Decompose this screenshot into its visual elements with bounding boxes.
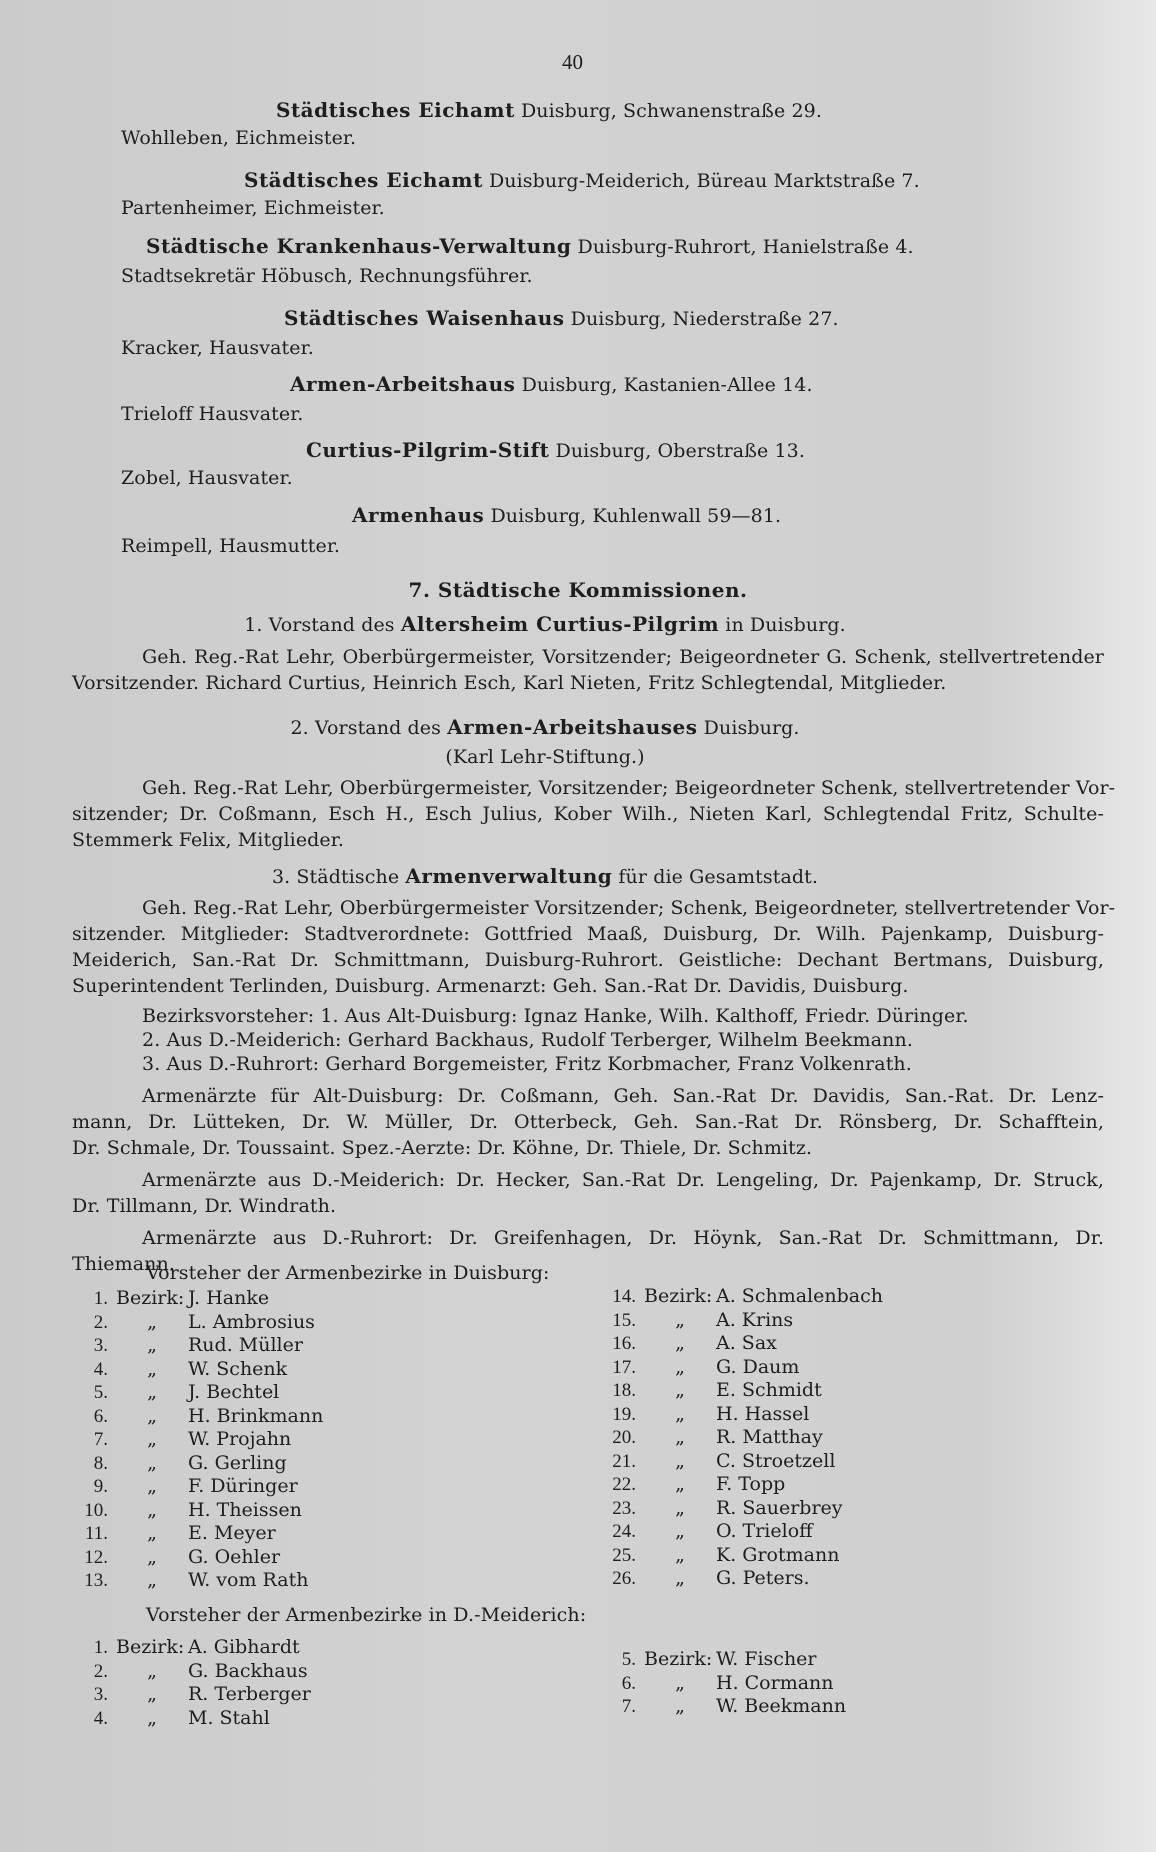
district-row: 18. „ E. Schmidt <box>612 1379 822 1401</box>
meiderich-districts-left <box>62 1636 311 1730</box>
paragraph-line: Armenärzte für Alt-Duisburg: Dr. Coßmann, Geh. San.-Rat Dr. Davidis, San.-Rat. Dr. Lenz- <box>142 1085 1104 1107</box>
district-row: 9. „ F. Düringer <box>93 1475 298 1497</box>
institution-person: Kracker, Hausvater. <box>121 337 314 359</box>
bezirksvorsteher-line: 2. Aus D.-Meiderich: Gerhard Backhaus, Rudolf Terberger, Wilhelm Beekmann. <box>142 1029 913 1051</box>
district-row: 7. „ W. Projahn <box>93 1428 292 1450</box>
paragraph-line: Dr. Schmale, Dr. Toussaint. Spez.-Aerzte: Dr. Köhne, Dr. Thiele, Dr. Schmitz. <box>72 1137 813 1159</box>
institution-person: Reimpell, Hausmutter. <box>121 535 341 557</box>
paragraph-line: Armenärzte aus D.-Meiderich: Dr. Hecker, San.-Rat Dr. Lengeling, Dr. Pajenkamp, Dr. Struck, <box>142 1169 1104 1191</box>
district-row: 20. „ R. Matthay <box>612 1426 823 1448</box>
paragraph-line: sitzender. Mitglieder: Stadtverordnete: Gottfried Maaß, Duisburg, Dr. Wilh. Pajenkamp, Duisburg- <box>72 923 1104 945</box>
district-row: 10. „ H. Theissen <box>84 1498 302 1521</box>
institution-heading: Curtius-Pilgrim-Stift Duisburg, Oberstraße 13. <box>306 438 805 462</box>
district-row: 11. „ E. Meyer <box>84 1522 276 1544</box>
paragraph-line: Vorsitzender. Richard Curtius, Heinrich Esch, Karl Nieten, Fritz Schlegtendal, Mitglieder. <box>72 672 947 694</box>
district-row: 16. „ A. Sax <box>612 1332 777 1354</box>
section-title: 7. Städtische Kommissionen. <box>408 578 748 602</box>
institution-heading: Städtische Krankenhaus-Verwaltung Duisburg-Ruhrort, Hanielstraße 4. <box>146 234 914 258</box>
institution-heading: Armenhaus Duisburg, Kuhlenwall 59—81. <box>352 503 782 527</box>
district-row: 3. „ Rud. Müller <box>93 1334 303 1356</box>
district-row: 13. „ W. vom Rath <box>84 1569 309 1591</box>
bezirksvorsteher-line: Bezirksvorsteher: 1. Aus Alt-Duisburg: Ignaz Hanke, Wilh. Kalthoff, Friedr. Düringer. <box>142 1005 969 1027</box>
subsection-2-note: (Karl Lehr-Stiftung.) <box>445 746 645 768</box>
district-row: 15. „ A. Krins <box>612 1308 794 1331</box>
district-row: 4. „ M. Stahl <box>93 1706 270 1729</box>
paragraph-line: Armenärzte aus D.-Ruhrort: Dr. Greifenhagen, Dr. Höynk, San.-Rat Dr. Schmittmann, Dr. <box>142 1227 1104 1249</box>
institution-person: Partenheimer, Eichmeister. <box>121 197 385 219</box>
district-row: 12. „ G. Oehler <box>84 1545 281 1568</box>
district-row: 6. „ H. Cormann <box>621 1671 834 1694</box>
district-row: 25. „ K. Grotmann <box>612 1543 840 1566</box>
district-row: 6. „ H. Brinkmann <box>93 1404 324 1427</box>
duisburg-districts-left <box>62 1287 323 1593</box>
district-row: 3. „ R. Terberger <box>93 1683 311 1705</box>
district-row: 19. „ H. Hassel <box>612 1402 810 1425</box>
district-row: 5. „ J. Bechtel <box>93 1381 280 1403</box>
district-row: 21. „ C. Stroetzell <box>612 1449 836 1472</box>
duisburg-districts-heading: Vorsteher der Armenbezirke in Duisburg: <box>146 1262 550 1284</box>
institution-heading: Städtisches Eichamt Duisburg, Schwanenstraße 29. <box>276 98 822 122</box>
district-row: 23. „ R. Sauerbrey <box>612 1496 843 1519</box>
district-row: 17. „ G. Daum <box>612 1355 800 1378</box>
meiderich-districts-heading: Vorsteher der Armenbezirke in D.-Meiderich: <box>146 1604 587 1626</box>
paragraph-line: Thiemann. <box>72 1253 175 1275</box>
district-row: 1. Bezirk: J. Hanke <box>93 1287 270 1309</box>
paragraph-line: sitzender; Dr. Coßmann, Esch H., Esch Julius, Kober Wilh., Nieten Karl, Schlegtendal Fritz, Schulte- <box>72 803 1104 825</box>
paragraph-line: Meiderich, San.-Rat Dr. Schmittmann, Duisburg-Ruhrort. Geistliche: Dechant Bertmans, Duisburg, <box>72 949 1104 971</box>
meiderich-districts-right <box>590 1648 846 1719</box>
district-row: 7. „ W. Beekmann <box>621 1695 847 1717</box>
institution-person: Stadtsekretär Höbusch, Rechnungsführer. <box>121 265 533 287</box>
duisburg-districts-right <box>590 1285 883 1591</box>
paragraph-line: Dr. Tillmann, Dr. Windrath. <box>72 1195 337 1217</box>
institution-heading: Städtisches Eichamt Duisburg-Meiderich, Büreau Marktstraße 7. <box>244 168 920 192</box>
district-row: 24. „ O. Trieloff <box>612 1520 813 1542</box>
paragraph-line: mann, Dr. Lütteken, Dr. W. Müller, Dr. Otterbeck, Geh. San.-Rat Dr. Rönsberg, Dr. Schafftein, <box>72 1111 1104 1133</box>
institution-heading: Städtisches Waisenhaus Duisburg, Niederstraße 27. <box>284 306 839 330</box>
institution-person: Trieloff Hausvater. <box>121 403 304 425</box>
district-row: 5. Bezirk: W. Fischer <box>621 1648 817 1670</box>
district-row: 4. „ W. Schenk <box>93 1357 288 1380</box>
district-row: 22. „ F. Topp <box>612 1473 786 1495</box>
district-row: 2. „ G. Backhaus <box>93 1659 308 1682</box>
district-row: 8. „ G. Gerling <box>93 1451 287 1474</box>
district-row: 1. Bezirk: A. Gibhardt <box>93 1636 300 1658</box>
bezirksvorsteher-line: 3. Aus D.-Ruhrort: Gerhard Borgemeister, Fritz Korbmacher, Franz Volkenrath. <box>142 1053 912 1075</box>
subsection-1-title: 1. Vorstand des Altersheim Curtius-Pilgrim in Duisburg. <box>244 612 846 636</box>
paragraph-line: Stemmerk Felix, Mitglieder. <box>72 829 345 851</box>
page-number: 40 <box>562 50 583 74</box>
institution-heading: Armen-Arbeitshaus Duisburg, Kastanien-Allee 14. <box>290 372 813 396</box>
paragraph-line: Superintendent Terlinden, Duisburg. Armenarzt: Geh. San.-Rat Dr. Davidis, Duisburg. <box>72 975 909 997</box>
institution-person: Zobel, Hausvater. <box>121 467 293 489</box>
district-row: 2. „ L. Ambrosius <box>93 1310 315 1333</box>
paragraph-line: Geh. Reg.-Rat Lehr, Oberbürgermeister, Vorsitzender; Beigeordneter G. Schenk, stellvertretender <box>142 646 1104 668</box>
district-row: 26. „ G. Peters. <box>612 1567 810 1589</box>
subsection-2-title: 2. Vorstand des Armen-Arbeitshauses Duisburg. <box>290 715 800 739</box>
institution-person: Wohlleben, Eichmeister. <box>121 127 357 149</box>
district-row: 14. Bezirk: A. Schmalenbach <box>612 1285 883 1307</box>
paragraph-line: Geh. Reg.-Rat Lehr, Oberbürgermeister Vorsitzender; Schenk, Beigeordneter, stellvertretender Vor- <box>142 897 1116 919</box>
subsection-3-title: 3. Städtische Armenverwaltung für die Gesamtstadt. <box>271 864 819 888</box>
paragraph-line: Geh. Reg.-Rat Lehr, Oberbürgermeister, Vorsitzender; Beigeordneter Schenk, stellvertretender Vor- <box>142 777 1116 799</box>
